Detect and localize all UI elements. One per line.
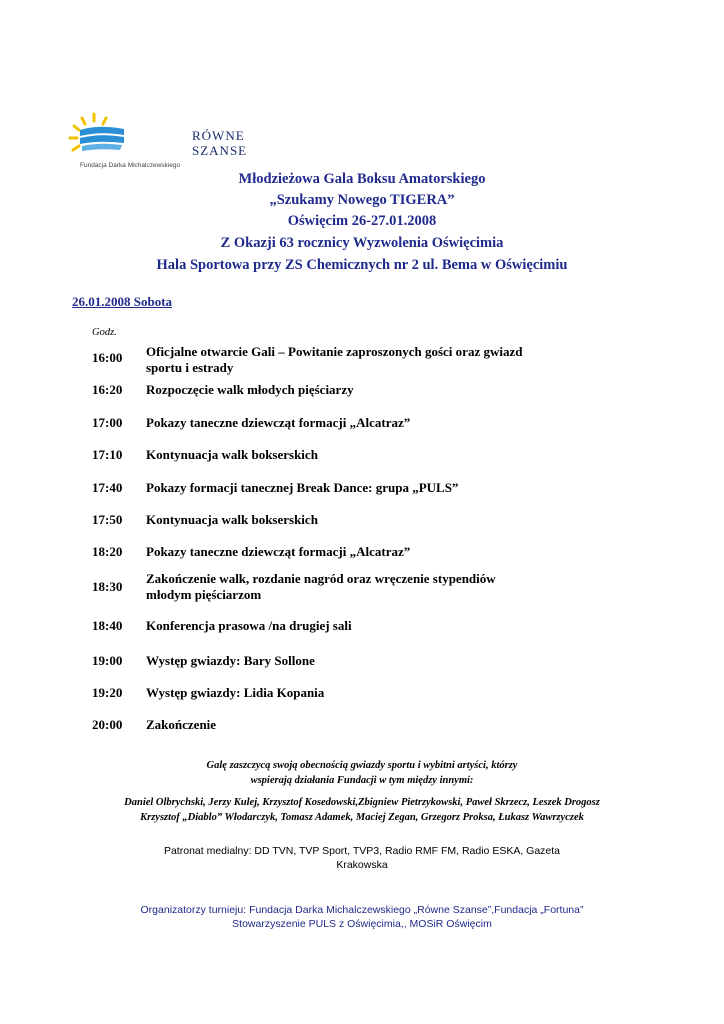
schedule-time: 16:20 (92, 382, 123, 397)
day-header: 26.01.2008 Sobota (72, 294, 173, 309)
schedule-description: Pokazy taneczne dziewcząt formacji „Alcatraz” (146, 544, 411, 559)
guests-list: Daniel Olbrychski, Jerzy Kulej, Krzysztof Kosedowski,Zbigniew Pietrzykowski, Paweł Skrzecz, Leszek Drogosz Krzysztof „Diablo” Włodarczyk, Tomasz Adamek, Maciej Zegan, Grzegorz Proksa, Łukasz Wawrzyczek (124, 797, 600, 823)
schedule-time: 19:00 (92, 653, 123, 668)
organizers: Organizatorzy turnieju: Fundacja Darka Michalczewskiego „Równe Szanse”,Fundacja „Fortuna” Stowarzyszenie PULS z Oświęcimia,, MOSiR Oświęcim (140, 904, 584, 930)
event-subtitle: „Szukamy Nowego TIGERA” (269, 192, 455, 208)
schedule-time: 17:40 (92, 480, 123, 495)
schedule-description: Rozpoczęcie walk młodych pięściarzy (146, 382, 354, 397)
logo-subtitle: Fundacja Darka Michalczewskiego (80, 162, 181, 169)
media-patronage: Patronat medialny: DD TVN, TVP Sport, TVP3, Radio RMF FM, Radio ESKA, Gazeta Krakowska (163, 845, 561, 871)
sun-wave-logo-icon (68, 112, 128, 164)
event-occasion: Z Okazji 63 rocznicy Wyzwolenia Oświęcimia (220, 235, 504, 251)
schedule-time: 18:40 (92, 618, 123, 633)
hours-label: Godz. (92, 327, 117, 338)
schedule-description: Występ gwiazdy: Bary Sollone (146, 653, 315, 668)
event-venue: Hala Sportowa przy ZS Chemicznych nr 2 ul. Bema w Oświęcimiu (156, 257, 568, 273)
schedule-time: 16:00 (92, 350, 123, 365)
event-title: Młodzieżowa Gala Boksu Amatorskiego (238, 171, 486, 187)
schedule-description: Kontynuacja walk bokserskich (146, 447, 318, 462)
schedule-time: 18:30 (92, 579, 123, 594)
schedule-description: Konferencja prasowa /na drugiej sali (146, 618, 352, 633)
schedule-time: 19:20 (92, 685, 123, 700)
schedule-time: 17:50 (92, 512, 123, 527)
event-place-date: Oświęcim 26-27.01.2008 (287, 213, 437, 229)
schedule-time: 17:00 (92, 415, 123, 430)
rowne-szanse-logo (68, 112, 248, 178)
schedule-description: Pokazy taneczne dziewcząt formacji „Alcatraz” (146, 415, 411, 430)
schedule-time: 20:00 (92, 717, 123, 732)
guests-intro: Galę zaszczycą swoją obecnością gwiazdy sportu i wybitni artyści, którzy wspierają działania Fundacji w tym między innymi: (206, 760, 518, 786)
schedule-description: Zakończenie walk, rozdanie nagród oraz wręczenie stypendiów młodym pięściarzom (146, 571, 496, 602)
schedule-description: Zakończenie (146, 717, 217, 732)
schedule-description: Pokazy formacji tanecznej Break Dance: grupa „PULS” (146, 480, 459, 495)
logo-word-rowne: RÓWNE (192, 128, 245, 143)
schedule-time: 18:20 (92, 544, 123, 559)
schedule-time: 17:10 (92, 447, 123, 462)
schedule-description: Oficjalne otwarcie Gali – Powitanie zaproszonych gości oraz gwiazd sportu i estrady (146, 344, 523, 375)
schedule-description: Występ gwiazdy: Lidia Kopania (146, 685, 325, 700)
schedule-description: Kontynuacja walk bokserskich (146, 512, 318, 527)
logo-word-szanse: SZANSE (192, 143, 248, 158)
